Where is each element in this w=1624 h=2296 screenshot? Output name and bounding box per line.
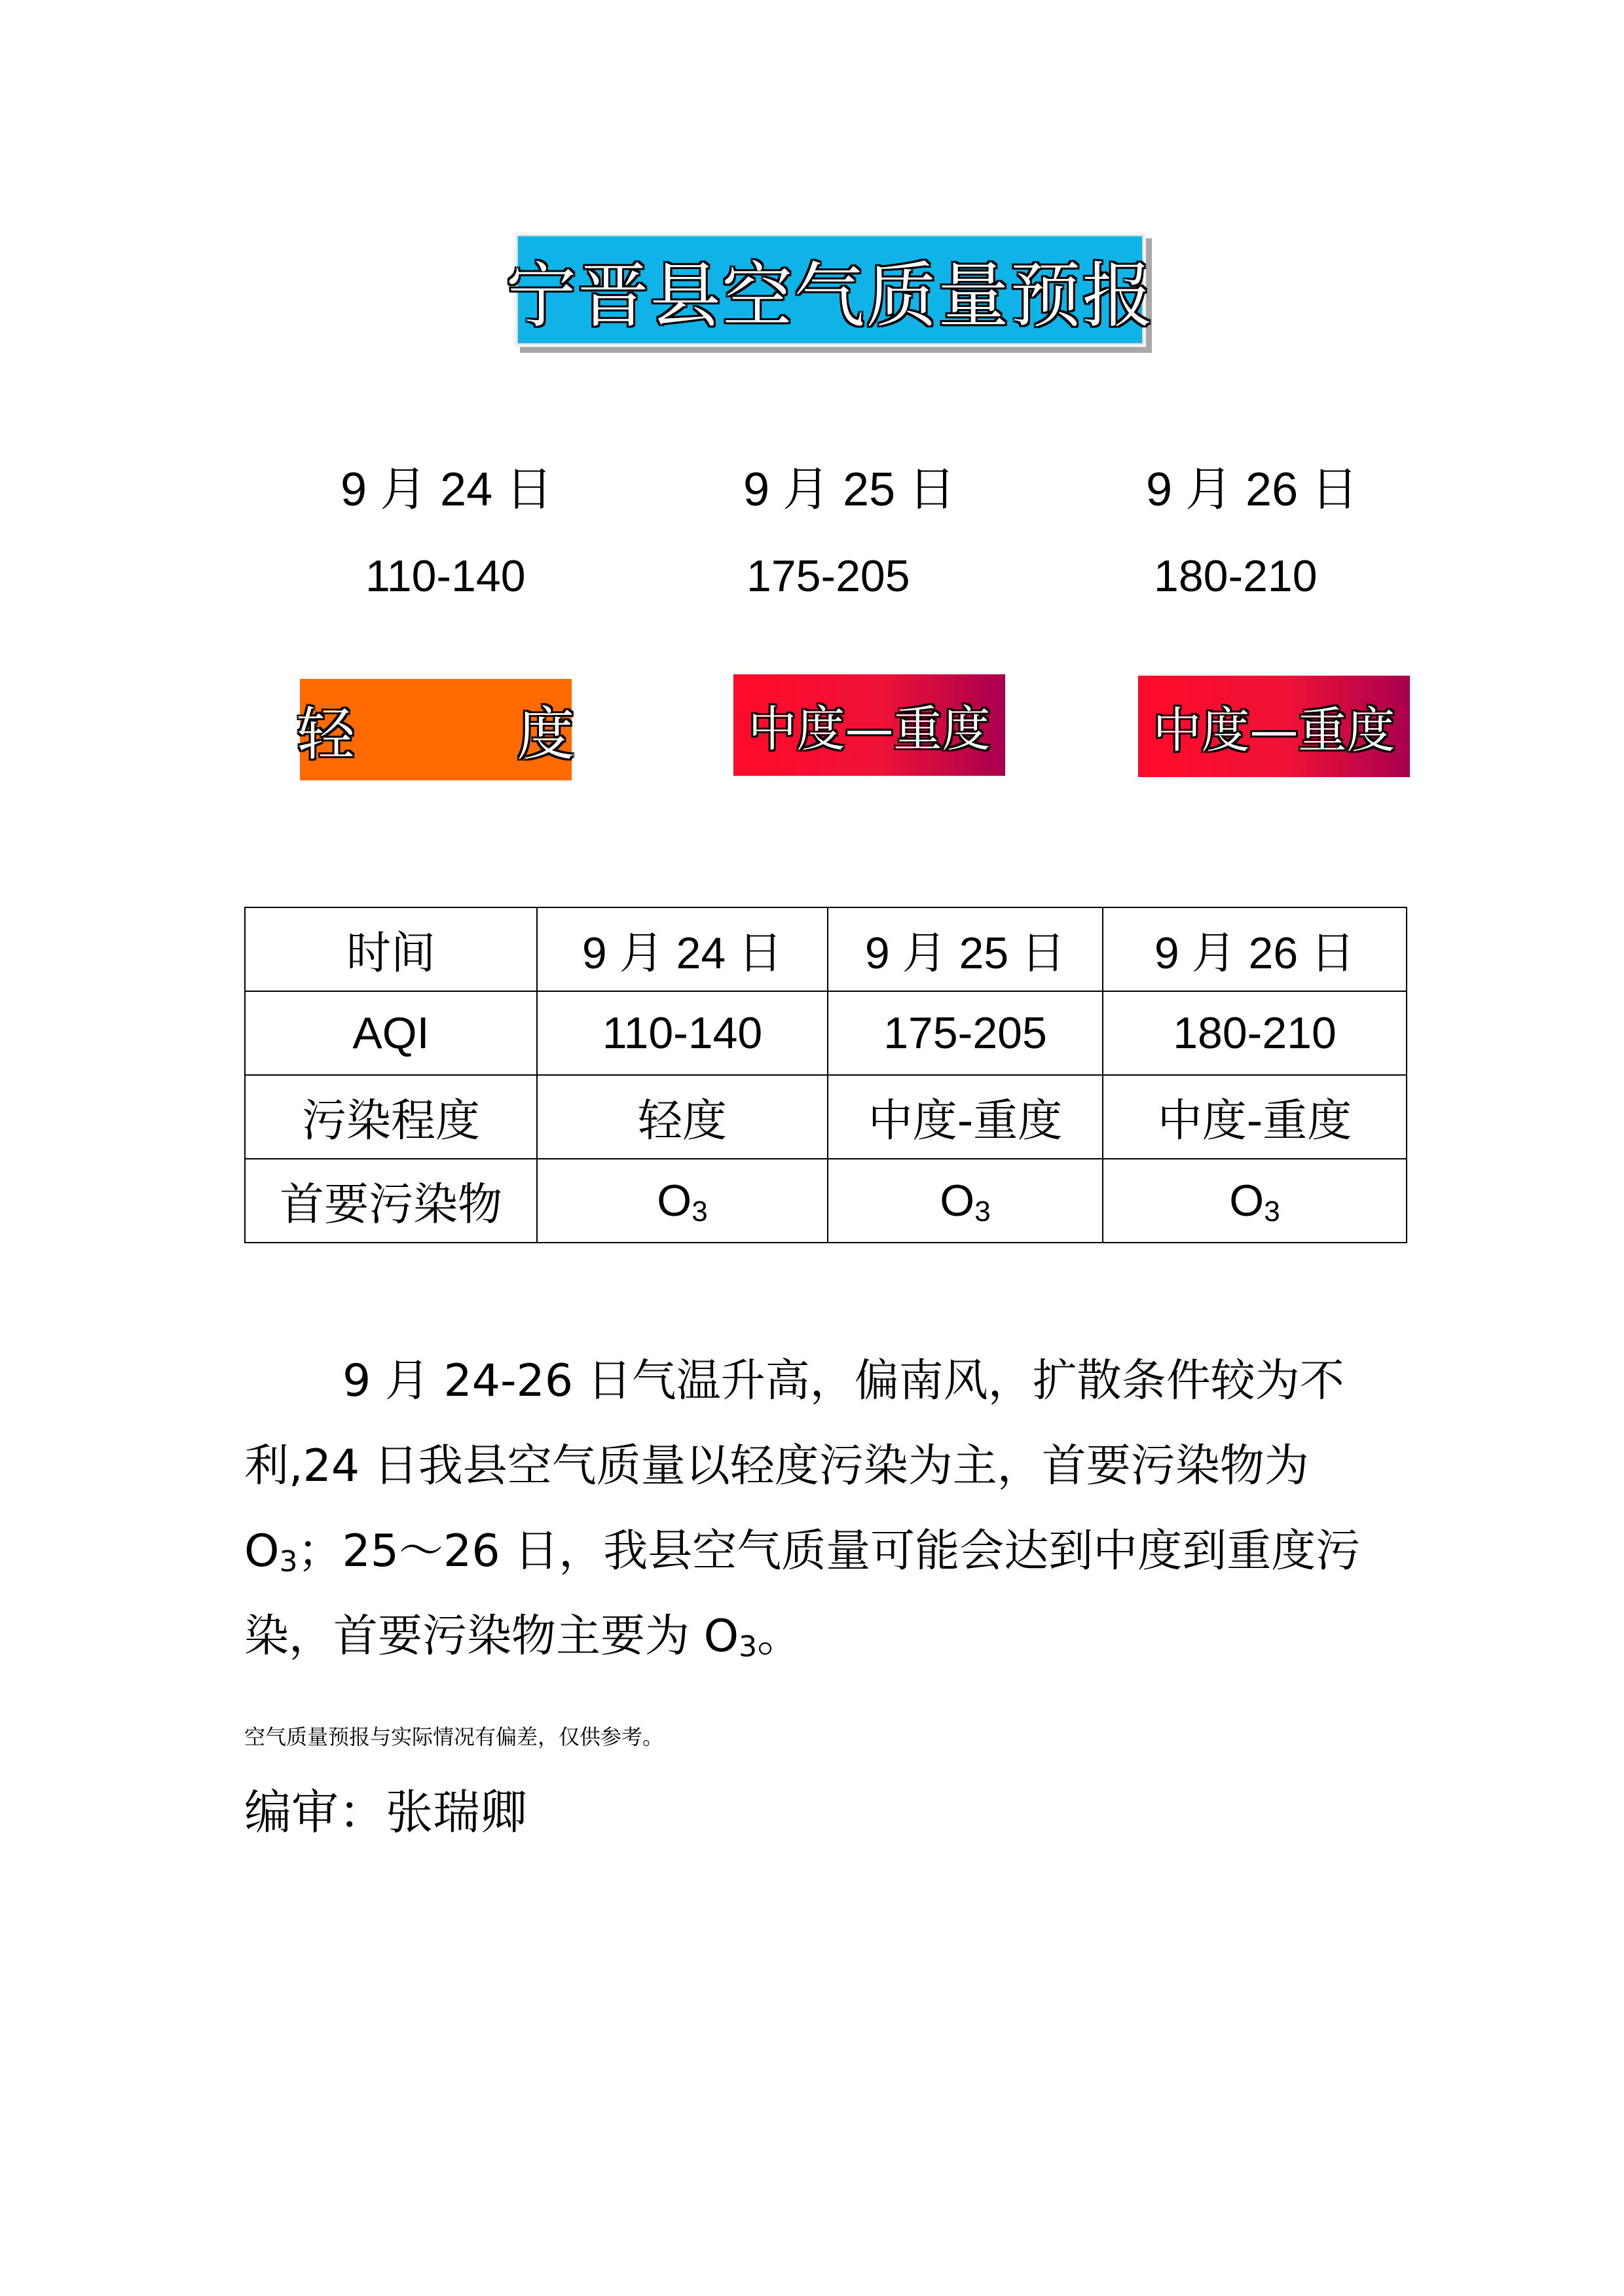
description-text: 9 月 24-26 日气温升高，偏南风，扩散条件较为不利,24 日我县空气质量以轻度污染为主，首要污染物为 O <box>244 1355 1344 1577</box>
forecast-date-3: 9 月 26 日 <box>1146 464 1359 516</box>
level-badge-3 <box>1138 676 1410 777</box>
table-cell: 175-205 <box>828 991 1103 1075</box>
table-row-label: 首要污染物 <box>245 1159 537 1243</box>
table-row <box>245 1159 1407 1243</box>
forecast-aqi-3: 180-210 <box>1154 551 1318 601</box>
pollutant-name: O <box>657 1176 692 1226</box>
disclaimer: 空气质量预报与实际情况有偏差，仅供参考。 <box>244 1724 664 1749</box>
table-header-cell: 9 月 26 日 <box>1103 907 1407 991</box>
description-subscript: 3 <box>739 1630 758 1664</box>
forecast-aqi-1: 110-140 <box>365 551 526 601</box>
level-badge-label: 中度—重度 <box>1153 702 1395 759</box>
table-cell: 中度-重度 <box>1103 1075 1407 1159</box>
reviewer: 编审：张瑞卿 <box>244 1785 528 1840</box>
level-badge-label: 轻 度 <box>297 700 627 768</box>
table-cell <box>537 1159 828 1243</box>
pollutant-name: O <box>1229 1176 1264 1226</box>
forecast-description <box>244 1339 1371 1679</box>
level-badge-2 <box>733 674 1005 776</box>
forecast-date-2: 9 月 25 日 <box>743 464 956 516</box>
table-header-cell: 时间 <box>245 907 537 991</box>
forecast-aqi-2: 175-205 <box>747 551 910 601</box>
table-cell: 180-210 <box>1103 991 1407 1075</box>
title-banner <box>506 232 1154 347</box>
pollutant-subscript: 3 <box>1264 1195 1280 1228</box>
forecast-date-1: 9 月 24 日 <box>341 464 553 516</box>
table-row-label: 污染程度 <box>245 1075 537 1159</box>
table-cell <box>828 1159 1103 1243</box>
pollutant-subscript: 3 <box>692 1195 708 1228</box>
level-badge-label: 中度—重度 <box>748 701 991 757</box>
table-cell <box>1103 1159 1407 1243</box>
description-text: 。 <box>757 1611 802 1662</box>
aqi-forecast-table <box>244 907 1407 1243</box>
table-header-row <box>245 907 1407 991</box>
description-subscript: 3 <box>279 1545 298 1578</box>
level-badge-1 <box>297 679 627 780</box>
page-title: 宁晋县空气质量预报 <box>506 255 1154 337</box>
table-row <box>245 1075 1407 1159</box>
table-cell: 110-140 <box>537 991 828 1075</box>
table-header-cell: 9 月 25 日 <box>828 907 1103 991</box>
table-cell: 中度-重度 <box>828 1075 1103 1159</box>
pollutant-name: O <box>940 1176 975 1226</box>
pollutant-subscript: 3 <box>974 1195 991 1228</box>
table-header-cell: 9 月 24 日 <box>537 907 828 991</box>
table-cell: 轻度 <box>537 1075 828 1159</box>
table-row <box>245 991 1407 1075</box>
description-text: ；25～26 日，我县空气质量可能会达到中度到重度污染，首要污染物主要为 O <box>244 1525 1361 1662</box>
table-row-label: AQI <box>245 991 537 1075</box>
